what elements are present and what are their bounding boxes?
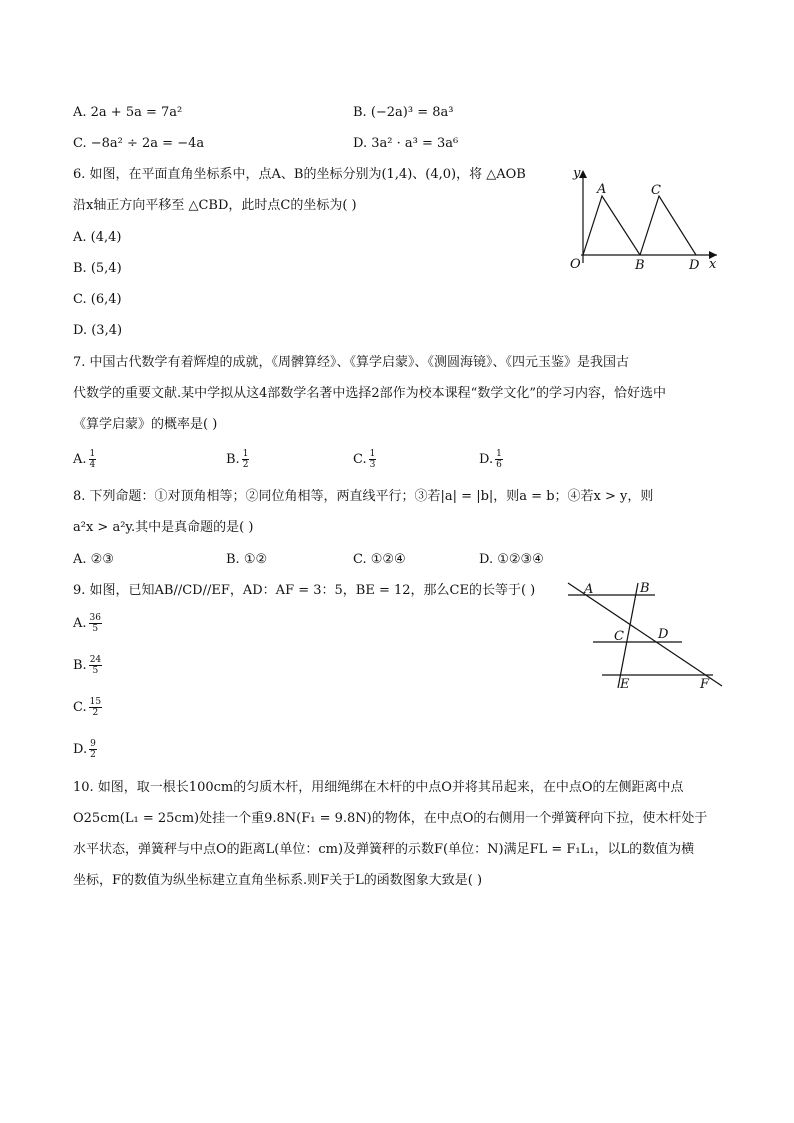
q7-option-d: D. $\frac{1}{6}$: [479, 449, 502, 470]
q6-triangle-aob: [583, 196, 640, 255]
q5-option-d: D. 3a² · a³ = 3a⁶: [353, 136, 459, 151]
q9-figure-parallel-lines: [560, 578, 730, 693]
q8-option-b: B. ①②: [226, 552, 268, 567]
q8-stem-line2: a²x > a²y.其中是真命题的是( ): [73, 520, 254, 535]
q9-label-a: A: [584, 582, 594, 597]
q9-stem-line1: 9. 如图，已知AB//CD//EF，AD：AF = 3：5，BE = 12，那么CE的长等于( ): [73, 583, 536, 598]
q6-label-d: D: [689, 258, 700, 273]
q6-option-d: D. (3,4): [73, 323, 123, 338]
q5-option-c: C. −8a² ÷ 2a = −4a: [73, 136, 205, 151]
q6-label-a: A: [597, 182, 607, 197]
q9-transversal-adf: [568, 583, 722, 686]
q7-option-a: A. $\frac{1}{4}$: [73, 449, 96, 470]
q5-option-b: B. (−2a)³ = 8a³: [353, 105, 454, 120]
q9-label-f: F: [700, 677, 710, 692]
q6-label-o: O: [570, 257, 581, 272]
q6-figure-coordinate-triangles: [565, 160, 725, 275]
q9-option-c: C. $\frac{15}{2}$: [73, 697, 102, 718]
q9-label-d: D: [658, 627, 669, 642]
q6-label-y: y: [573, 166, 581, 181]
q7-stem-line2: 代数学的重要文献.某中学拟从这4部数学名著中选择2部作为校本课程“数学文化”的学习内容，恰好选中: [73, 386, 666, 401]
q10-stem-line1: 10. 如图，取一根长100cm的匀质木杆，用细绳绑在木杆的中点O并将其吊起来，在中点O的左侧距离中点: [73, 780, 684, 795]
q8-stem-line1: 8. 下列命题：①对顶角相等；②同位角相等，两直线平行；③若|a| = |b|，则a = b；④若x > y，则: [73, 489, 654, 504]
q8-option-a: A. ②③: [73, 552, 114, 567]
q8-option-c: C. ①②④: [353, 552, 406, 567]
q6-label-b: B: [635, 258, 645, 273]
q6-label-x: x: [709, 257, 717, 272]
q9-option-d: D. $\frac{9}{2}$: [73, 739, 96, 760]
q9-option-b: B. $\frac{24}{5}$: [73, 655, 102, 676]
q9-label-b: B: [640, 581, 650, 596]
q7-option-b: B. $\frac{1}{2}$: [226, 449, 249, 470]
q6-triangle-cbd: [640, 196, 696, 255]
q10-stem-line4: 坐标，F的数值为纵坐标建立直角坐标系.则F关于L的函数图象大致是( ): [73, 873, 483, 888]
q9-label-c: C: [614, 629, 624, 644]
q10-stem-line2: O25cm(L₁ = 25cm)处挂一个重9.8N(F₁ = 9.8N)的物体，在中点O的右侧用一个弹簧秤向下拉，使木杆处于: [73, 811, 708, 826]
q9-option-a: A. $\frac{36}{5}$: [73, 613, 101, 634]
q6-stem-line1: 6. 如图，在平面直角坐标系中，点A、B的坐标分别为(1,4)、(4,0)，将 △AOB: [73, 167, 526, 182]
q9-label-e: E: [620, 677, 630, 692]
q7-stem-line1: 7. 中国古代数学有着辉煌的成就，《周髀算经》、《算学启蒙》、《测圆海镜》、《四元玉鉴》是我国古: [73, 355, 630, 370]
q6-option-c: C. (6,4): [73, 292, 122, 307]
q7-option-c: C. $\frac{1}{3}$: [353, 449, 376, 470]
q7-stem-line3: 《算学启蒙》的概率是( ): [73, 417, 218, 432]
q5-option-a: A. 2a + 5a = 7a²: [73, 105, 183, 120]
q10-stem-line3: 水平状态，弹簧秤与中点O的距离L(单位：cm)及弹簧秤的示数F(单位：N)满足FL = F₁L₁，以L的数值为横: [73, 842, 695, 857]
q6-option-b: B. (5,4): [73, 261, 122, 276]
q8-option-d: D. ①②③④: [479, 552, 544, 567]
q6-option-a: A. (4,4): [73, 230, 122, 245]
q6-label-c: C: [651, 183, 661, 198]
q6-stem-line2: 沿x轴正方向平移至 △CBD，此时点C的坐标为( ): [73, 198, 357, 213]
